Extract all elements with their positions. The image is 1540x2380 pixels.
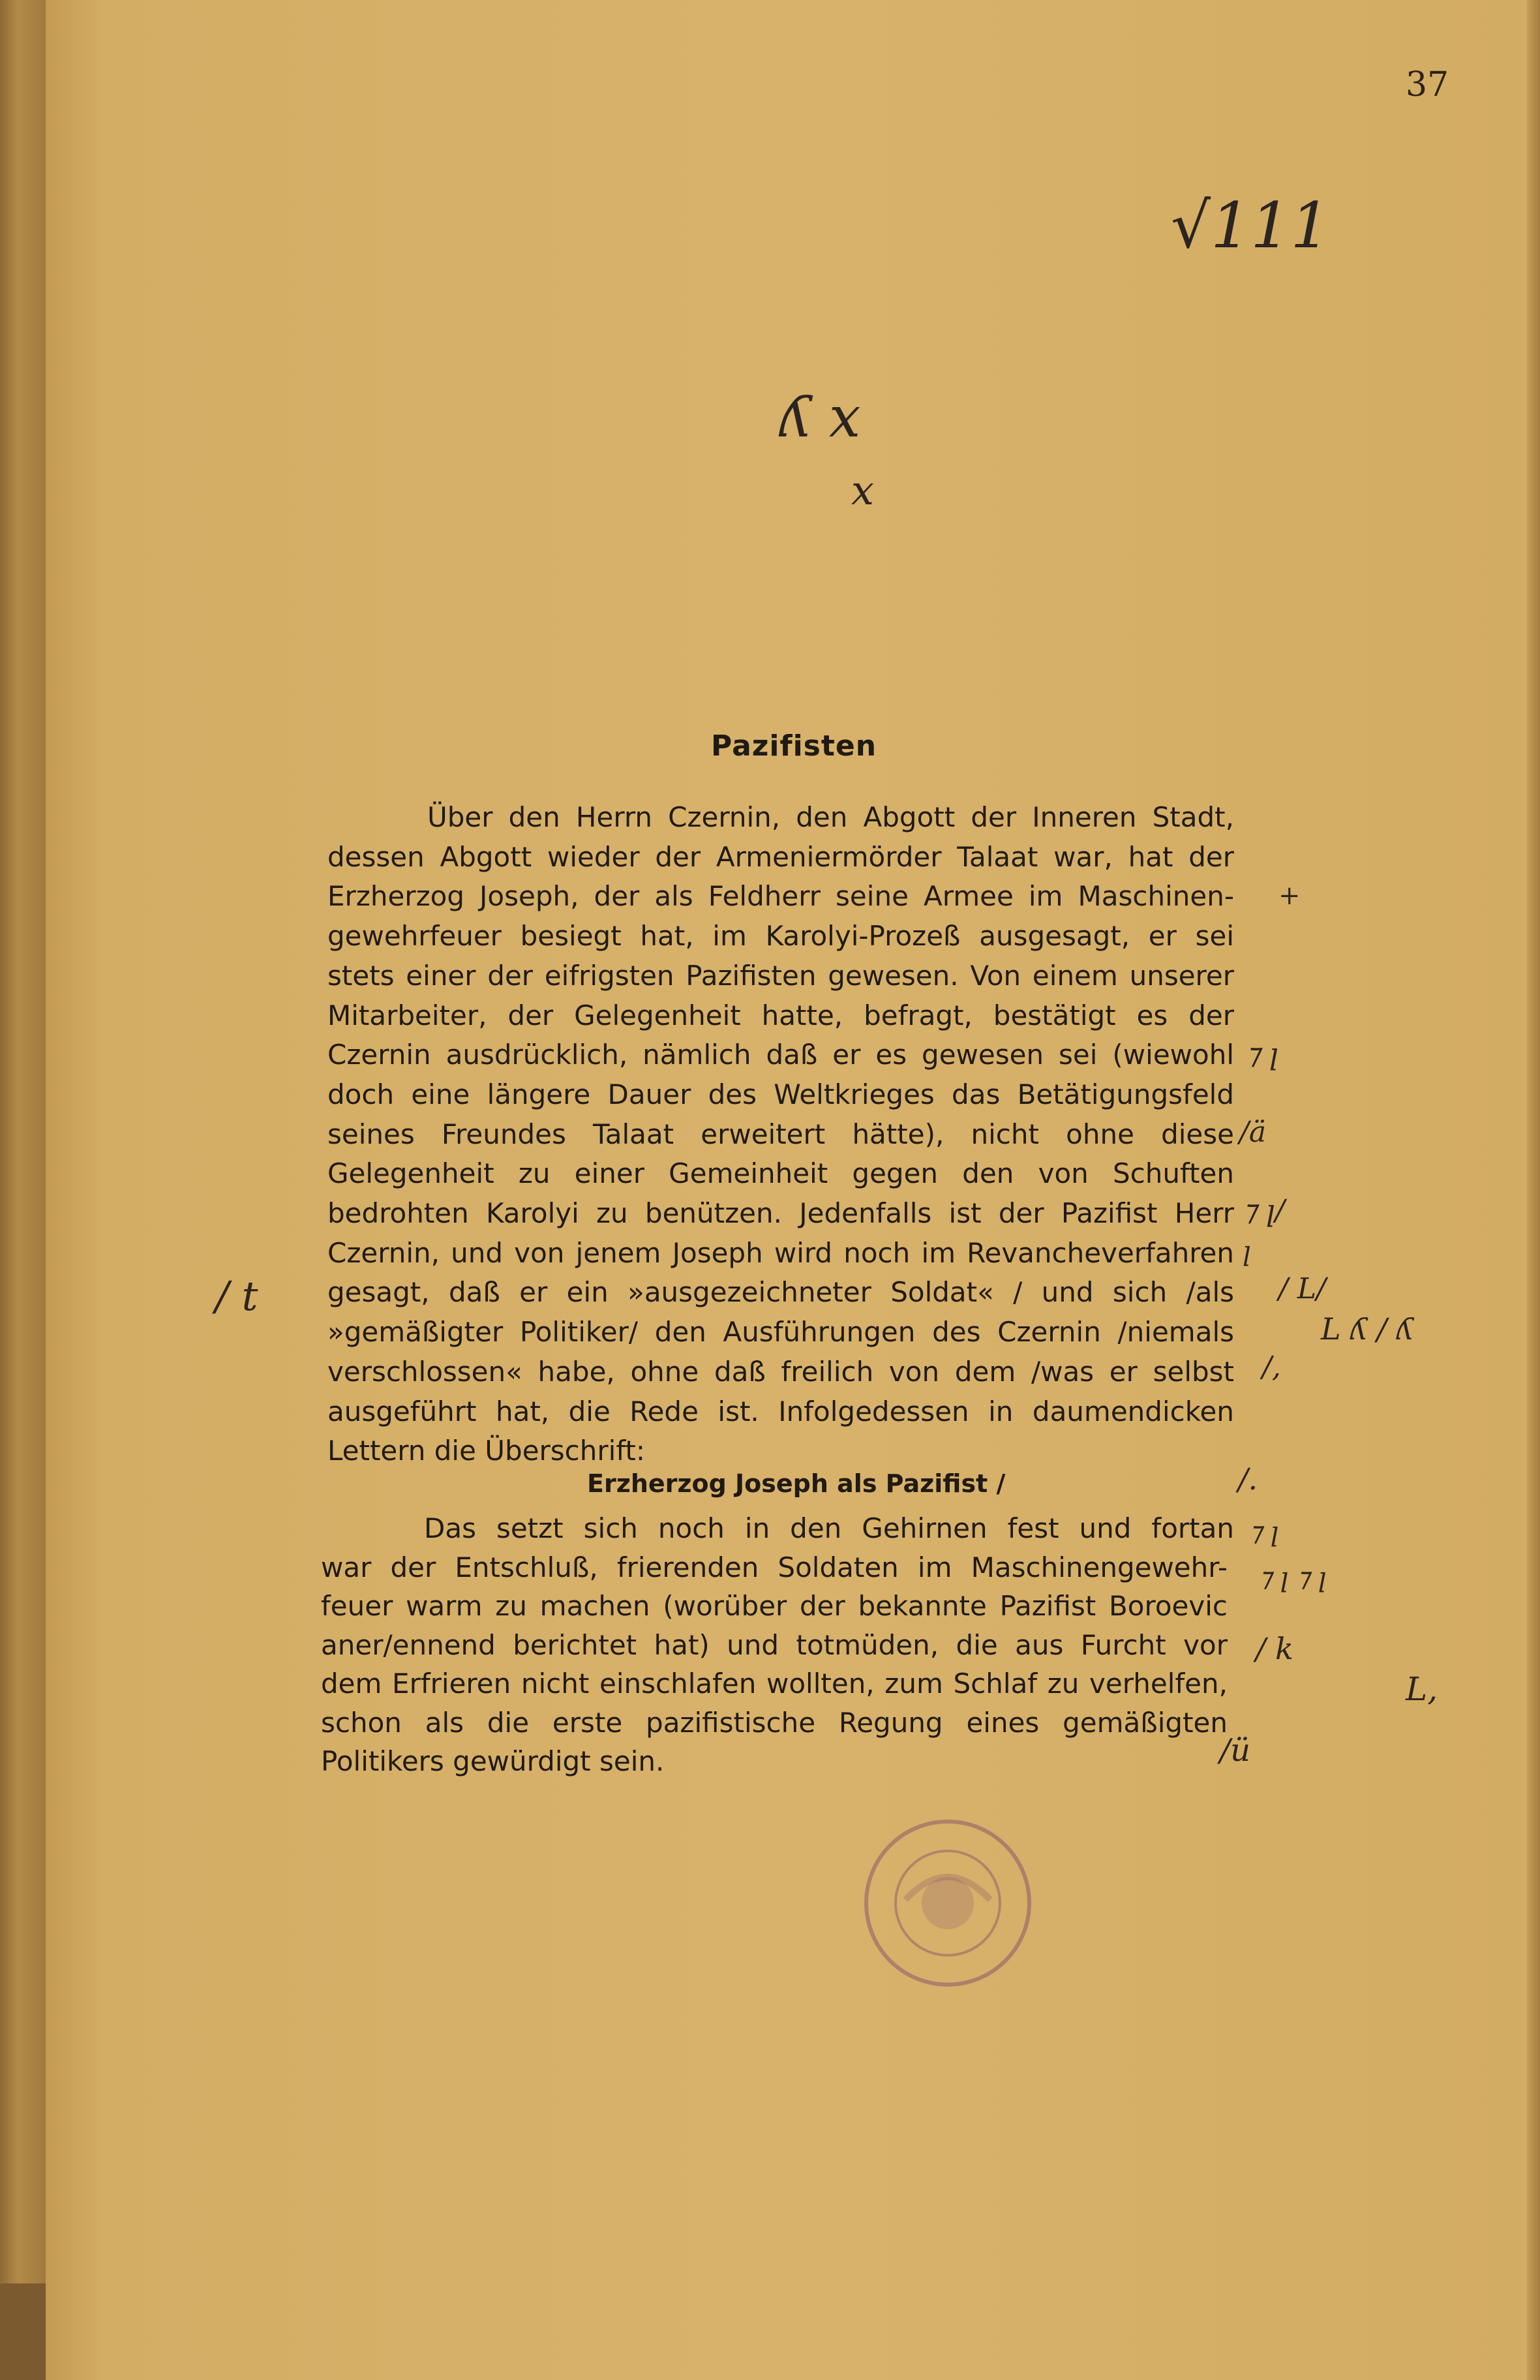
margin-note-3: /ä	[1239, 1116, 1267, 1149]
page-title: Pazifisten	[711, 729, 877, 763]
text-line: Über den Herrn Czernin, den Abgott der Inneren Stadt,	[427, 801, 1234, 833]
text-line: verschlossen« habe, ohne daß freilich von dem /was er selbst	[327, 1355, 1234, 1388]
library-stamp-seal	[860, 1815, 1036, 1991]
text-line: aner/ennend berichtet hat) und totmüden, die aus Furcht vor	[321, 1628, 1228, 1661]
margin-note-6: / L/	[1278, 1272, 1326, 1305]
text-line: bedrohten Karolyi zu benützen. Jedenfalls ist der Pazifist Herr	[327, 1197, 1234, 1229]
text-line: schon als die erste pazifistische Regung eines gemäßigten	[321, 1706, 1228, 1739]
text-line: doch eine längere Dauer des Weltkrieges das Betätigungsfeld	[327, 1078, 1234, 1110]
text-line: stets einer der eifrigsten Pazifisten gewesen. Von einem unserer	[327, 959, 1234, 992]
margin-note-5: ꞁ	[1243, 1236, 1251, 1266]
margin-note-11: ⁊ ꞁ ⁊ ꞁ	[1259, 1563, 1327, 1593]
margin-note-4: ⁊ ꞁ/	[1243, 1194, 1285, 1227]
text-line: Politikers gewürdigt sein.	[321, 1745, 665, 1777]
subheading: Erzherzog Joseph als Pazifist /	[587, 1469, 1006, 1498]
text-line: feuer warm zu machen (worüber der bekannte Pazifist Boroevic	[321, 1590, 1228, 1622]
text-line: Lettern die Überschrift:	[327, 1435, 645, 1467]
text-line: gewehrfeuer besiegt hat, im Karolyi-Prozeß ausgesagt, er sei	[327, 920, 1234, 953]
page-number: 37	[1406, 65, 1449, 104]
margin-note-1: +	[1278, 881, 1301, 911]
page-edge	[1527, 0, 1540, 2380]
text-line: dessen Abgott wieder der Armeniermörder Talaat war, hat der	[327, 840, 1234, 873]
margin-note-14: /ü	[1220, 1732, 1251, 1769]
margin-note-8: /,	[1262, 1350, 1281, 1384]
text-line: ausgeführt hat, die Rede ist. Infolgedessen in daumendicken	[327, 1395, 1234, 1427]
margin-note-10: ⁊ ꞁ	[1249, 1517, 1279, 1547]
book-spine	[0, 0, 48, 2380]
text-line: Czernin ausdrücklich, nämlich daß er es gewesen sei (wiewohl	[327, 1039, 1234, 1071]
margin-note-2: ⁊ ꞁ	[1246, 1037, 1278, 1071]
text-line: dem Erfrieren nicht einschlafen wollten, zum Schlaf zu verhelfen,	[321, 1668, 1228, 1700]
margin-note-9: /.	[1238, 1461, 1258, 1497]
text-line: seines Freundes Talaat erweitert hätte), nicht ohne diese	[327, 1118, 1234, 1150]
text-line: Czernin, und von jenem Joseph wird noch im Revancheverfahren	[327, 1236, 1234, 1269]
handwritten-mark-2: x	[851, 466, 874, 514]
text-line: gesagt, daß er ein »ausgezeichneter Soldat« / und sich /als	[327, 1276, 1234, 1309]
spine-shadow	[0, 2283, 46, 2380]
text-line: Mitarbeiter, der Gelegenheit hatte, befragt, bestätigt es der	[327, 999, 1234, 1031]
text-line: »gemäßigter Politiker/ den Ausführungen des Czernin /niemals	[327, 1316, 1234, 1349]
margin-note-left: / t	[215, 1272, 258, 1320]
text-line: war der Entschluß, frierenden Soldaten im Maschinengewehr-	[321, 1551, 1228, 1583]
margin-note-13: L,	[1406, 1670, 1438, 1708]
margin-note-12: / k	[1256, 1631, 1293, 1666]
text-line: Erzherzog Joseph, der als Feldherr seine Armee im Maschinen-	[327, 880, 1234, 913]
document-page	[46, 0, 1540, 2380]
margin-note-7: L ʎ / ʎ	[1321, 1311, 1413, 1347]
handwritten-mark-1: ʎ x	[779, 385, 861, 450]
text-line: Das setzt sich noch in den Gehirnen fest und fortan	[424, 1512, 1234, 1544]
text-line: Gelegenheit zu einer Gemeinheit gegen den von Schuften	[327, 1157, 1234, 1190]
handwritten-roman-numeral: √111	[1171, 189, 1331, 262]
